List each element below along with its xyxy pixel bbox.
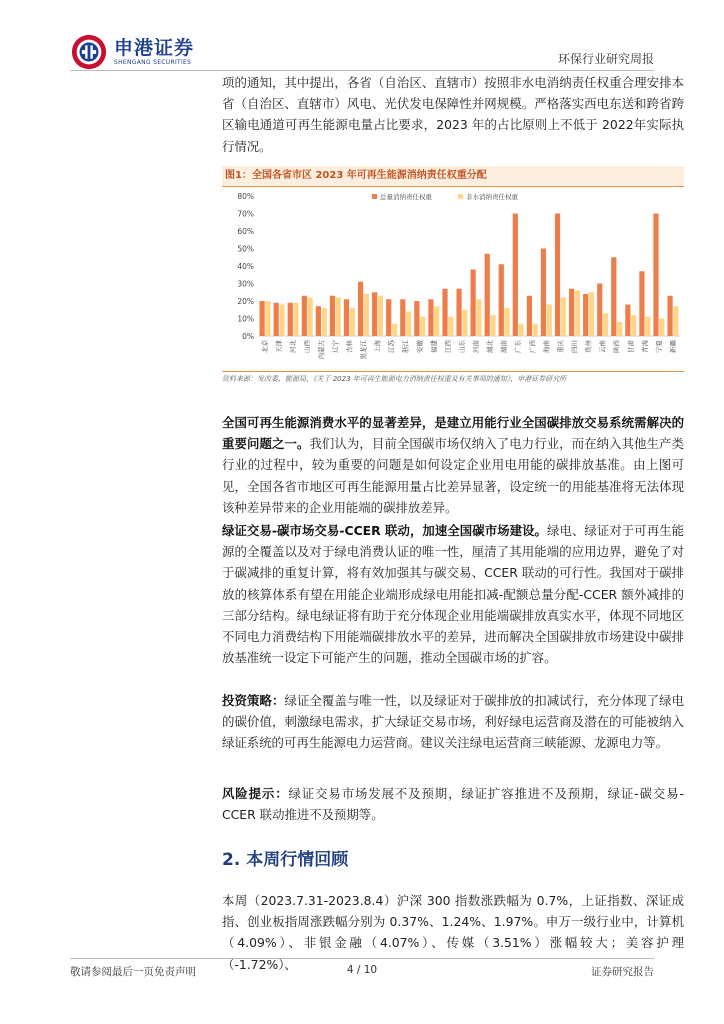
x-tick-label: 新疆 [668,340,677,353]
y-tick-label: 40% [237,262,254,271]
bar-chart [222,186,684,372]
bar-nonhydro-weight [434,306,439,336]
bar-nonhydro-weight [392,324,397,336]
bar-total-weight [653,214,658,337]
y-tick-label: 70% [237,209,254,219]
bar-nonhydro-weight [462,310,467,336]
bar-nonhydro-weight [617,322,622,336]
bar-nonhydro-weight [420,317,425,336]
bar-nonhydro-weight [350,308,355,336]
bar-nonhydro-weight [265,301,270,336]
bar-nonhydro-weight [547,305,552,337]
bar-total-weight [499,264,504,336]
bar-total-weight [583,294,588,336]
x-tick-label: 重庆 [556,340,565,353]
x-tick-label: 江苏 [387,340,396,353]
logo-name-en: SHENGANG SECURITIES [114,59,192,66]
bar-total-weight [330,296,335,336]
y-tick-label: 30% [237,279,254,289]
x-tick-label: 广东 [514,340,523,353]
bar-total-weight [358,282,363,336]
paragraph-investment-strategy [222,690,684,754]
bar-nonhydro-weight [378,296,383,336]
bar-nonhydro-weight [476,299,481,336]
bar-nonhydro-weight [589,292,594,336]
bar-total-weight [428,299,433,336]
bar-total-weight [260,301,265,336]
bar-total-weight [667,296,672,336]
paragraph-body: 绿电、绿证对于可再生能源的全覆盖以及对于绿电消费认证的唯一性，厘清了其用能端的应用边界，避免了对于碳减排的重复计算，将有效加强其与碳交易、CCER 联动的可行性。我国对于碳排放的核算体系有望在用能企业端形成绿电用能扣减-配额总量分配-CCER 额外减排的三部分结构。绿电绿证将有助于充分体现企业用能端碳排放真实水平，体现不同地区不同电力消费结构下用能端碳排放水平的差异，进而解决全国碳排放市场建设中碳排放基准统一设定下可能产生的问题，推动全国碳市场的扩容。 [222,523,685,666]
paragraph-consumption-gap [222,412,684,518]
bar-total-weight [527,296,532,336]
market-review-paragraph: 本周（2023.7.31-2023.8.4）沪深 300 指数涨跌幅为 0.7%，上证指数、深证成指、创业板指周涨跌幅分别为 0.37%、1.24%、1.97%。申万一级行业中，计算机（4.09%）、非银金融（4.07%）、传媒（3.51%）涨幅较大；美容护理（-1.72%）、 [222,893,684,972]
bar-nonhydro-weight [504,308,509,336]
bar-total-weight [471,270,476,337]
x-tick-label: 辽宁 [331,340,340,353]
y-tick-label: 50% [237,244,254,254]
bar-nonhydro-weight [631,315,636,336]
paragraph-heading: 风险提示： [222,786,289,801]
x-tick-label: 甘肃 [626,340,635,353]
figure-title: 图1：全国各省市区 2023 年可再生能源消纳责任权重分配 [225,170,487,181]
y-tick-label: 10% [237,314,254,324]
x-tick-label: 山东 [457,340,466,353]
bar-total-weight [442,289,447,336]
x-tick-label: 海南 [542,340,551,353]
x-tick-label: 福建 [429,340,438,353]
x-tick-label: 湖南 [500,340,509,353]
y-tick-label: 20% [237,297,254,306]
y-tick-label: 60% [237,227,254,236]
bar-nonhydro-weight [364,294,369,336]
bar-total-weight [513,214,518,337]
bar-nonhydro-weight [645,317,650,336]
figure-source: 资料来源：发改委，能源局，《关于 2023 年可再生能源电力消纳责任权重及有关事项的通知》，申港证券研究所 [222,375,567,383]
footer-divider [70,958,654,959]
figure-title-bar [222,166,684,186]
footer-disclaimer: 敬请参阅最后一页免责声明 [70,966,196,978]
bar-nonhydro-weight [575,291,580,337]
legend-label: 非水消纳责任权重 [466,193,518,201]
report-type: 环保行业研究周报 [557,52,654,66]
figure-bottom-rule [222,371,684,372]
x-tick-label: 上海 [373,340,382,353]
x-tick-label: 贵州 [584,340,593,353]
bar-total-weight [597,284,602,337]
bar-total-weight [414,301,419,336]
paragraph-body: 我们认为，目前全国碳市场仅纳入了电力行业，而在纳入其他生产类行业的过程中，较为重要的问题是如何设定企业用电用能的碳排放基准。由上图可见，全国各省市地区可再生能源用量占比差异显著，设定统一的用能基准将无法体现该种差异带来的企业用能端的碳排放差异。 [222,436,685,515]
x-tick-label: 天津 [275,340,284,353]
bar-nonhydro-weight [293,303,298,336]
bar-total-weight [400,299,405,336]
bar-nonhydro-weight [322,308,327,336]
x-tick-label: 北京 [261,340,270,353]
x-tick-label: 山西 [303,340,312,353]
x-tick-label: 河南 [472,340,481,353]
logo-name-cn: 申港证券 [114,37,195,59]
bar-nonhydro-weight [673,306,678,336]
bar-nonhydro-weight [603,313,608,336]
logo-emblem-icon [70,33,108,71]
paragraph-body: 绿证交易市场发展不及预期，绿证扩容推进不及预期，绿证-碳交易-CCER 联动推进不及预期等。 [222,786,684,823]
bar-total-weight [456,289,461,336]
page-number: 4 / 10 [346,964,378,976]
bar-nonhydro-weight [519,324,524,336]
legend-swatch [372,194,377,199]
y-tick-label: 80% [237,192,254,201]
bar-total-weight [288,303,293,336]
x-tick-label: 宁夏 [654,340,663,353]
x-tick-label: 黑龙江 [359,340,368,360]
bar-nonhydro-weight [561,298,566,337]
x-tick-label: 吉林 [345,340,354,353]
bar-total-weight [386,299,391,336]
bar-nonhydro-weight [659,319,664,337]
x-tick-label: 广西 [528,340,537,353]
paragraph-heading: 投资策略： [222,693,285,708]
x-tick-label: 湖北 [486,340,495,353]
bar-total-weight [485,254,490,336]
bar-total-weight [555,214,560,337]
bar-nonhydro-weight [279,305,284,337]
x-tick-label: 安徽 [415,340,424,353]
x-tick-label: 青海 [640,340,649,353]
bar-total-weight [302,296,307,336]
company-logo [70,32,194,72]
bar-nonhydro-weight [533,324,538,336]
bar-nonhydro-weight [336,298,341,337]
paragraph-green-cert [222,520,684,668]
bar-total-weight [639,271,644,336]
legend-label: 总量消纳责任权重 [380,193,432,201]
bar-nonhydro-weight [490,315,495,336]
paragraph-risk-warning [222,783,684,825]
bar-total-weight [611,257,616,336]
section-heading: 2. 本周行情回顾 [222,850,349,870]
bar-total-weight [541,249,546,337]
bar-total-weight [372,292,377,336]
paragraph-heading: 绿证交易-碳市场交易-CCER 联动，加速全国碳市场建设。 [222,523,548,538]
x-tick-label: 河北 [289,340,298,353]
x-tick-label: 陕西 [612,340,621,353]
header-divider [70,70,654,71]
bar-total-weight [569,289,574,336]
y-tick-label: 0% [242,332,254,341]
x-tick-label: 江西 [443,340,452,353]
x-tick-label: 四川 [570,340,579,353]
intro-paragraph: 项的通知，其中提出，各省（自治区、直辖市）按照非水电消纳责任权重合理安排本省（自治区、直辖市）风电、光伏发电保障性并网规模。严格落实西电东送和跨省跨区输电通道可再生能源电量占比要求，2023 年的占比原则上不低于 2022年实际执行情况。 [222,75,684,154]
bar-total-weight [274,303,279,336]
bar-total-weight [344,299,349,336]
x-tick-label: 云南 [598,340,607,353]
footer-label: 证券研究报告 [591,966,654,978]
x-tick-label: 内蒙古 [317,340,326,360]
bar-total-weight [625,305,630,337]
x-tick-label: 浙江 [401,340,410,353]
bar-nonhydro-weight [308,298,313,337]
legend-swatch [458,194,463,199]
bar-nonhydro-weight [406,312,411,337]
paragraph-heading: 全国可再生能源消费水平的显著差异，是建立用能行业全国碳排放交易系统需解决的重要问题之一。 [222,415,684,452]
bar-total-weight [316,306,321,336]
paragraph-body: 绿证全覆盖与唯一性，以及绿证对于碳排放的扣减试行，充分体现了绿电的碳价值，刺激绿电需求，扩大绿证交易市场，利好绿电运营商及潜在的可能被纳入绿证系统的可再生能源电力运营商。建议关注绿电运营商三峡能源、龙源电力等。 [222,693,685,751]
bar-nonhydro-weight [448,317,453,336]
